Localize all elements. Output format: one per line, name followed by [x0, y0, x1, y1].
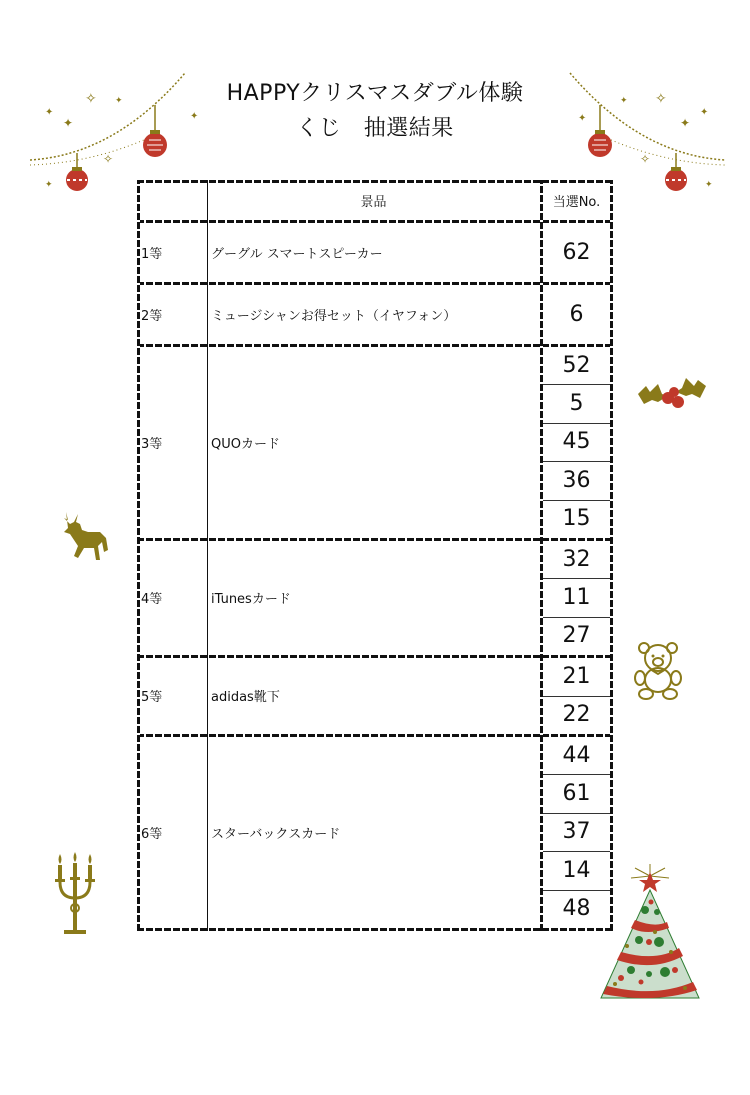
svg-text:✦: ✦ [578, 113, 587, 124]
ornament-garland-left-icon [25, 65, 199, 195]
winning-number: 21 [562, 663, 591, 689]
number-divider [540, 423, 610, 424]
winning-number: 6 [569, 301, 584, 327]
winning-number: 22 [562, 702, 591, 728]
column-divider-prize [540, 180, 543, 931]
winning-number: 62 [562, 239, 591, 265]
svg-text:✧: ✧ [85, 91, 97, 107]
number-divider [540, 890, 610, 891]
number-divider [540, 696, 610, 697]
rank-cell: 6等 [141, 826, 163, 842]
prize-cell: スターバックスカード [211, 826, 341, 842]
svg-text:✦: ✦ [700, 107, 709, 118]
svg-text:✦: ✦ [45, 107, 54, 118]
reindeer-icon [60, 510, 112, 564]
number-divider [540, 774, 610, 775]
winning-number: 44 [562, 742, 591, 768]
svg-text:✦: ✦ [45, 180, 53, 190]
ornament-garland-right-icon [560, 65, 730, 195]
prize-cell: iTunesカード [211, 592, 291, 608]
svg-text:✦: ✦ [190, 111, 199, 122]
prize-cell: adidas靴下 [211, 690, 280, 706]
winning-number: 14 [562, 857, 591, 883]
winning-number: 52 [562, 352, 591, 378]
svg-text:✦: ✦ [680, 116, 691, 130]
number-divider [540, 578, 610, 579]
results-table [137, 180, 613, 931]
teddy-bear-icon [632, 640, 684, 700]
page-subtitle: くじ 抽選結果 [296, 116, 454, 141]
prize-cell: QUOカード [211, 436, 280, 452]
svg-text:✧: ✧ [640, 152, 651, 166]
page-title: HAPPYクリスマスダブル体験 [226, 81, 524, 106]
rank-cell: 5等 [141, 690, 163, 706]
svg-text:✧: ✧ [103, 152, 114, 166]
rank-cell: 3等 [141, 436, 163, 452]
header-prize: 景品 [360, 194, 387, 210]
winning-number: 48 [562, 896, 591, 922]
prize-cell: ミュージシャンお得セット（イヤフォン） [211, 308, 457, 324]
winning-number: 45 [562, 429, 591, 455]
rank-cell: 1等 [141, 246, 163, 262]
number-divider [540, 384, 610, 385]
winning-number: 32 [562, 546, 591, 572]
number-divider [540, 461, 610, 462]
winning-number: 27 [562, 623, 591, 649]
winning-number: 11 [562, 585, 591, 611]
winning-number: 61 [562, 781, 591, 807]
winning-number: 37 [562, 819, 591, 845]
svg-text:✧: ✧ [655, 91, 667, 107]
number-divider [540, 851, 610, 852]
rank-cell: 2等 [141, 308, 163, 324]
column-divider-rank [207, 180, 208, 931]
svg-text:✦: ✦ [63, 116, 74, 130]
table-border-left [137, 180, 140, 931]
candelabra-icon [50, 852, 100, 938]
number-divider [540, 813, 610, 814]
holly-icon [636, 372, 708, 414]
svg-text:✦: ✦ [620, 96, 628, 106]
prize-cell: グーグル スマートスピーカー [211, 246, 383, 262]
svg-text:✦: ✦ [115, 96, 123, 106]
svg-text:✦: ✦ [705, 180, 713, 190]
number-divider [540, 617, 610, 618]
header-winning-no: 当選No. [552, 194, 601, 210]
table-border-right [610, 180, 613, 931]
rank-cell: 4等 [141, 592, 163, 608]
number-divider [540, 500, 610, 501]
winning-number: 5 [569, 391, 584, 417]
winning-number: 36 [562, 467, 591, 493]
winning-number: 15 [562, 506, 591, 532]
